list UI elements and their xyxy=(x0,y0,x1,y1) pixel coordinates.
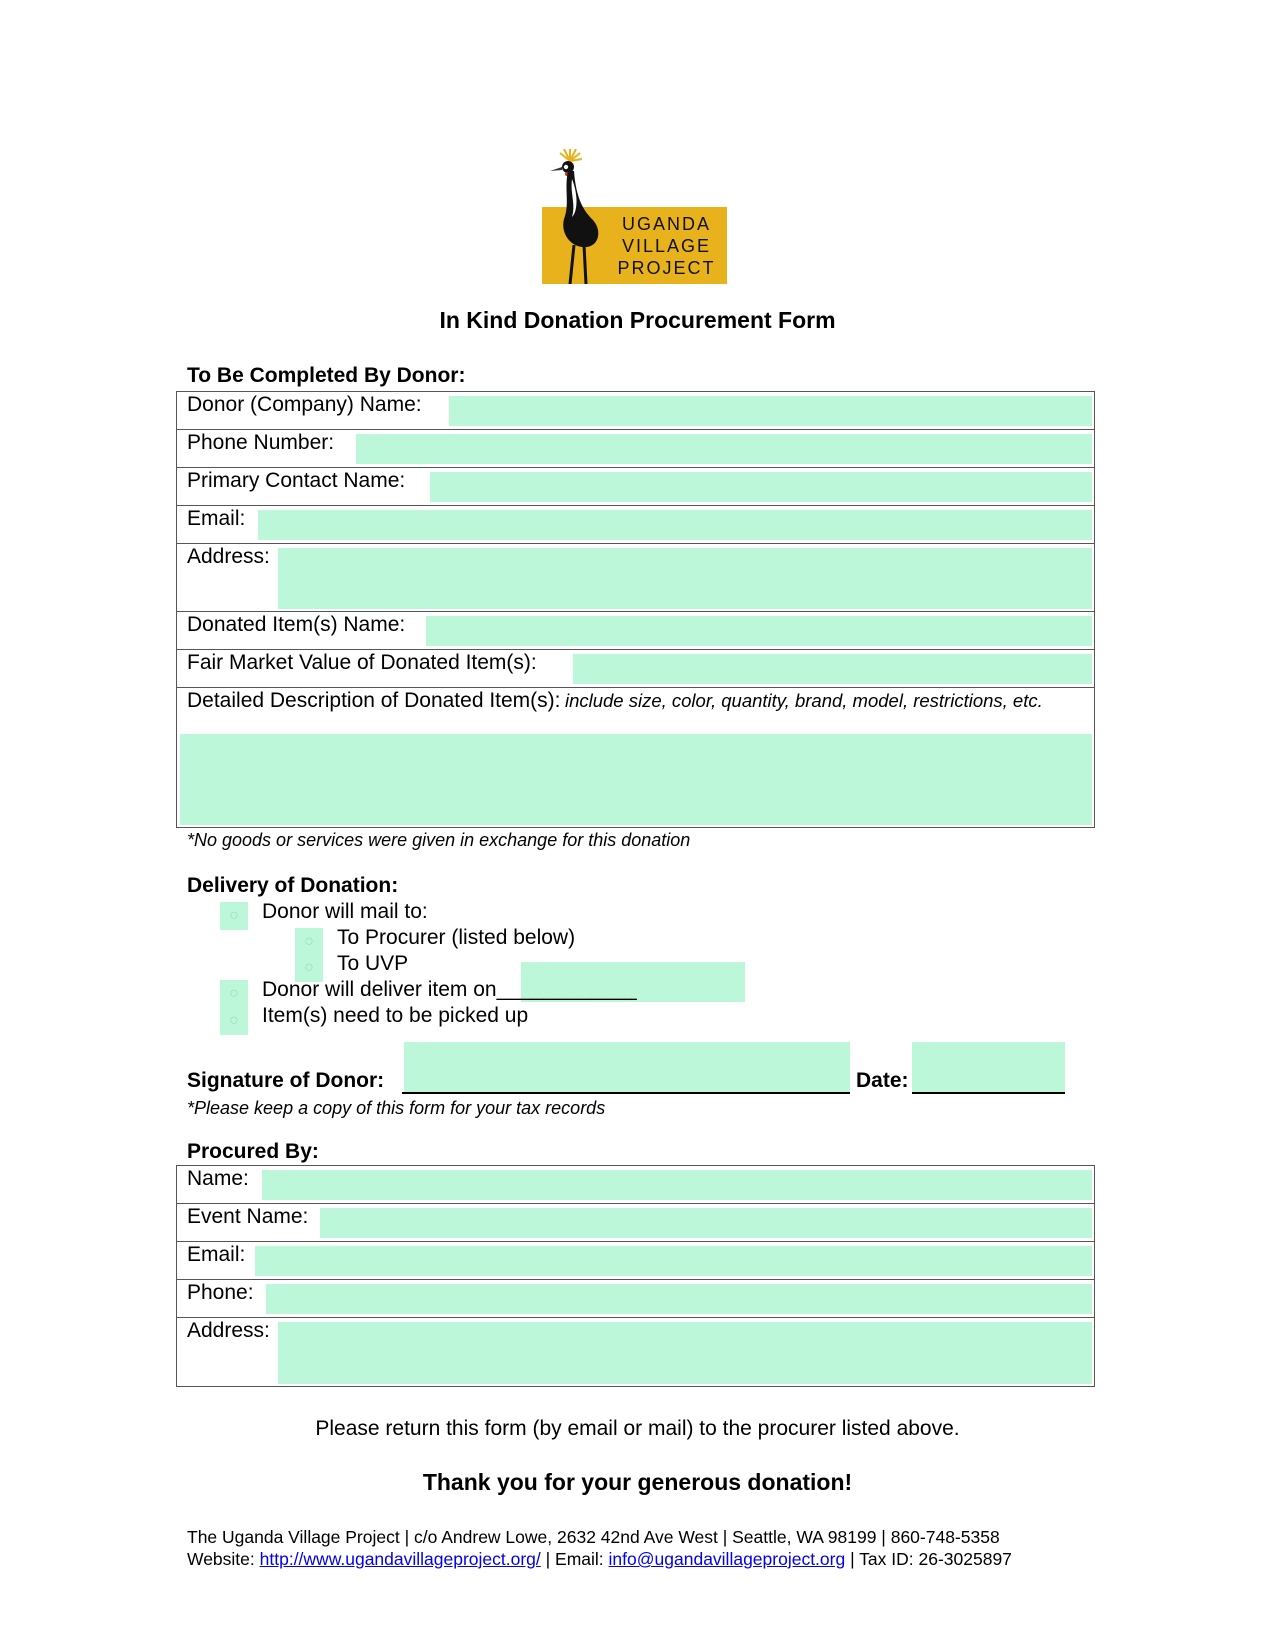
date-input[interactable] xyxy=(912,1042,1065,1092)
pickup-option-label: Item(s) need to be picked up xyxy=(262,1004,529,1027)
event-name-label: Event Name: xyxy=(187,1205,309,1228)
donor-phone-row xyxy=(177,430,1094,468)
procurer-phone-row xyxy=(177,1280,1094,1318)
donor-email-input[interactable] xyxy=(258,510,1092,540)
procurer-name-input[interactable] xyxy=(262,1170,1092,1200)
logo-line-3: PROJECT xyxy=(617,258,716,278)
mail-radio[interactable]: ○ xyxy=(220,902,248,930)
procurer-email-input[interactable] xyxy=(255,1246,1092,1276)
footer-address: The Uganda Village Project | c/o Andrew Lowe, 2632 42nd Ave West | Seattle, WA 98199 | 860-748-5358 xyxy=(187,1527,1000,1547)
item-name-row xyxy=(177,612,1094,650)
procurer-email-row xyxy=(177,1242,1094,1280)
procurer-phone-input[interactable] xyxy=(266,1284,1092,1314)
pickup-radio[interactable]: ○ xyxy=(220,1007,248,1035)
item-name-label: Donated Item(s) Name: xyxy=(187,613,406,636)
fair-market-value-row xyxy=(177,650,1094,688)
to-procurer-label: To Procurer (listed below) xyxy=(337,926,576,949)
email-link[interactable]: info@ugandavillageproject.org xyxy=(608,1549,846,1569)
deliver-radio[interactable]: ○ xyxy=(220,980,248,1008)
event-name-input[interactable] xyxy=(320,1208,1092,1238)
date-line xyxy=(912,1092,1065,1094)
donor-section-heading: To Be Completed By Donor: xyxy=(187,364,466,387)
signature-label: Signature of Donor: xyxy=(187,1069,385,1092)
donor-company-row xyxy=(177,392,1094,430)
no-goods-note: *No goods or services were given in exchange for this donation xyxy=(187,830,691,850)
thank-you-message: Thank you for your generous donation! xyxy=(422,1469,853,1495)
tax-records-note: *Please keep a copy of this form for your tax records xyxy=(187,1098,606,1118)
primary-contact-input[interactable] xyxy=(430,472,1092,502)
donor-table xyxy=(176,391,1095,828)
tax-id: | Tax ID: 26-3025897 xyxy=(845,1549,1012,1569)
signature-line xyxy=(402,1092,850,1094)
fair-market-value-input[interactable] xyxy=(573,654,1092,684)
signature-input[interactable] xyxy=(404,1042,850,1092)
description-input[interactable] xyxy=(180,734,1092,825)
procured-by-table xyxy=(176,1165,1095,1387)
primary-contact-row xyxy=(177,468,1094,506)
donor-phone-input[interactable] xyxy=(356,434,1092,464)
logo-line-2: VILLAGE xyxy=(621,236,712,256)
description-hint: include size, color, quantity, brand, model, restrictions, etc. xyxy=(564,690,1043,711)
procurer-email-label: Email: xyxy=(187,1243,246,1266)
description-label: Detailed Description of Donated Item(s): xyxy=(187,689,561,712)
donor-address-label: Address: xyxy=(187,545,270,568)
uganda-village-project-logo xyxy=(542,149,727,284)
return-instructions: Please return this form (by email or mail) to the procurer listed above. xyxy=(315,1417,960,1440)
website-link[interactable]: http://www.ugandavillageproject.org/ xyxy=(259,1549,541,1569)
donor-email-row xyxy=(177,506,1094,544)
procured-by-heading: Procured By: xyxy=(187,1140,319,1163)
donor-email-label: Email: xyxy=(187,507,246,530)
item-name-input[interactable] xyxy=(426,616,1092,646)
donor-address-row xyxy=(177,544,1094,612)
donor-phone-label: Phone Number: xyxy=(187,431,335,454)
to-uvp-radio[interactable]: ○ xyxy=(295,954,323,982)
donor-address-input[interactable] xyxy=(278,548,1092,609)
email-label: | Email: xyxy=(540,1549,609,1569)
procurer-address-row xyxy=(177,1318,1094,1386)
date-label: Date: xyxy=(856,1069,909,1092)
page-title: In Kind Donation Procurement Form xyxy=(439,307,836,333)
donor-company-label: Donor (Company) Name: xyxy=(187,393,422,416)
procurer-address-input[interactable] xyxy=(278,1322,1092,1384)
procurer-name-row xyxy=(177,1166,1094,1204)
procurer-name-label: Name: xyxy=(187,1167,249,1190)
description-row xyxy=(177,688,1094,827)
logo-line-1: UGANDA xyxy=(621,214,711,234)
primary-contact-label: Primary Contact Name: xyxy=(187,469,406,492)
to-procurer-radio[interactable]: ○ xyxy=(295,928,323,956)
donor-company-input[interactable] xyxy=(449,396,1092,426)
delivery-heading: Delivery of Donation: xyxy=(187,874,399,897)
fair-market-value-label: Fair Market Value of Donated Item(s): xyxy=(187,651,537,674)
mail-option-label: Donor will mail to: xyxy=(262,900,428,923)
footer-contact xyxy=(187,1549,1012,1570)
website-label: Website: xyxy=(187,1549,255,1569)
to-uvp-label: To UVP xyxy=(337,952,409,975)
deliver-option-label: Donor will deliver item on____________ xyxy=(262,978,637,1001)
event-name-row xyxy=(177,1204,1094,1242)
procurer-phone-label: Phone: xyxy=(187,1281,254,1304)
procurer-address-label: Address: xyxy=(187,1319,270,1342)
